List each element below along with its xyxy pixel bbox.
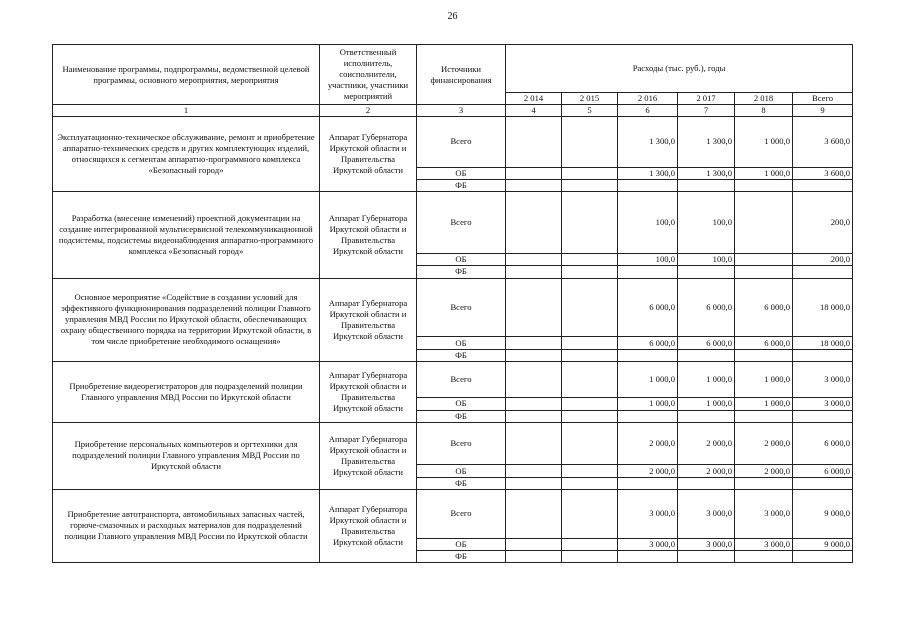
value-2018: 6 000,0 — [735, 337, 793, 349]
value-2017: 1 300,0 — [678, 117, 735, 168]
value-2017: 6 000,0 — [678, 278, 735, 337]
responsible-executor: Аппарат Губернатора Иркутской области и Правительства Иркутской области — [320, 117, 417, 192]
column-number: 1 — [53, 105, 320, 117]
header-year: 2 016 — [618, 93, 678, 105]
value-2015 — [562, 489, 618, 538]
value-2018: 3 000,0 — [735, 489, 793, 538]
value-2018: 1 000,0 — [735, 117, 793, 168]
value-2014 — [506, 254, 562, 266]
source-ob: ОБ — [417, 398, 506, 410]
table-row — [53, 278, 853, 337]
value-2014 — [506, 465, 562, 477]
value-2015 — [562, 398, 618, 410]
header-year: 2 015 — [562, 93, 618, 105]
value-2015 — [562, 278, 618, 337]
source-total: Всего — [417, 361, 506, 398]
value-2016: 6 000,0 — [618, 337, 678, 349]
value-total: 6 000,0 — [793, 465, 853, 477]
value-2017: 100,0 — [678, 254, 735, 266]
value-2017: 2 000,0 — [678, 465, 735, 477]
value-2015 — [562, 192, 618, 254]
header-expenses: Расходы (тыс. руб.), годы — [506, 45, 853, 93]
header-year: 2 014 — [506, 93, 562, 105]
source-fb: ФБ — [417, 410, 506, 422]
source-ob: ОБ — [417, 337, 506, 349]
value-2017: 1 000,0 — [678, 361, 735, 398]
value-total: 6 000,0 — [793, 422, 853, 465]
activity-name: Приобретение персональных компьютеров и оргтехники для подразделений полиции Главного управления МВД России по Иркутской области — [53, 422, 320, 489]
value-total: 3 600,0 — [793, 167, 853, 179]
value-2014 — [506, 538, 562, 550]
activity-name: Приобретение видеорегистраторов для подразделений полиции Главного управления МВД России по Иркутской области — [53, 361, 320, 422]
table-row — [53, 192, 853, 254]
value-total: 9 000,0 — [793, 538, 853, 550]
source-total: Всего — [417, 192, 506, 254]
value-2016: 3 000,0 — [618, 538, 678, 550]
source-fb: ФБ — [417, 349, 506, 361]
value-total: 200,0 — [793, 192, 853, 254]
value-2014 — [506, 117, 562, 168]
value-2017: 2 000,0 — [678, 422, 735, 465]
value-2015 — [562, 361, 618, 398]
activity-name: Основное мероприятие «Содействие в создании условий для эффективного функционирования подразделений полиции Главного управления МВД России по Иркутской области, обеспечивающих охрану общественного порядка на территории Иркутской области, в том числе приобретение необходимого оснащения» — [53, 278, 320, 361]
value-2016: 2 000,0 — [618, 422, 678, 465]
source-total: Всего — [417, 422, 506, 465]
activity-name: Эксплуатационно-техническое обслуживание, ремонт и приобретение аппаратно-технических средств и других комплектующих изделий, относящихся к сегментам аппаратно-программного комплекса «Безопасный город» — [53, 117, 320, 192]
source-total: Всего — [417, 117, 506, 168]
value-2016: 1 300,0 — [618, 117, 678, 168]
value-2015 — [562, 465, 618, 477]
value-2016: 2 000,0 — [618, 465, 678, 477]
value-2016: 1 000,0 — [618, 361, 678, 398]
column-number: 3 — [417, 105, 506, 117]
value-2016: 3 000,0 — [618, 489, 678, 538]
column-number: 4 — [506, 105, 562, 117]
value-2014 — [506, 361, 562, 398]
value-2018: 1 000,0 — [735, 398, 793, 410]
column-number: 6 — [618, 105, 678, 117]
value-2017: 3 000,0 — [678, 489, 735, 538]
value-2017: 1 000,0 — [678, 398, 735, 410]
value-2017: 100,0 — [678, 192, 735, 254]
source-total: Всего — [417, 278, 506, 337]
column-number: 7 — [678, 105, 735, 117]
column-number: 9 — [793, 105, 853, 117]
value-2016: 1 000,0 — [618, 398, 678, 410]
header-name: Наименование программы, подпрограммы, ведомственной целевой программы, основного мероприятия, мероприятия — [53, 45, 320, 105]
column-number: 2 — [320, 105, 417, 117]
value-2016: 100,0 — [618, 254, 678, 266]
budget-table — [52, 44, 853, 563]
responsible-executor: Аппарат Губернатора Иркутской области и Правительства Иркутской области — [320, 489, 417, 562]
source-fb: ФБ — [417, 550, 506, 562]
responsible-executor: Аппарат Губернатора Иркутской области и Правительства Иркутской области — [320, 422, 417, 489]
value-2018: 3 000,0 — [735, 538, 793, 550]
column-number: 5 — [562, 105, 618, 117]
source-fb: ФБ — [417, 477, 506, 489]
value-total: 3 000,0 — [793, 398, 853, 410]
responsible-executor: Аппарат Губернатора Иркутской области и Правительства Иркутской области — [320, 192, 417, 278]
table-row — [53, 361, 853, 398]
value-2017: 6 000,0 — [678, 337, 735, 349]
value-2014 — [506, 278, 562, 337]
source-ob: ОБ — [417, 167, 506, 179]
responsible-executor: Аппарат Губернатора Иркутской области и Правительства Иркутской области — [320, 361, 417, 422]
value-2015 — [562, 422, 618, 465]
value-2018 — [735, 192, 793, 254]
value-2017: 1 300,0 — [678, 167, 735, 179]
source-ob: ОБ — [417, 465, 506, 477]
responsible-executor: Аппарат Губернатора Иркутской области и Правительства Иркутской области — [320, 278, 417, 361]
value-total: 3 000,0 — [793, 361, 853, 398]
value-2018: 6 000,0 — [735, 278, 793, 337]
value-2015 — [562, 538, 618, 550]
source-fb: ФБ — [417, 266, 506, 278]
table-row — [53, 117, 853, 168]
table-row — [53, 422, 853, 465]
activity-name: Приобретение автотранспорта, автомобильных запасных частей, горюче-смазочных и расходных материалов для подразделений полиции Главного управления МВД России по Иркутской области — [53, 489, 320, 562]
activity-name: Разработка (внесение изменений) проектной документации на создание интегрированной мультисервисной телекоммуникационной подсистемы, подсистемы видеонаблюдения аппаратно-программного комплекса «Безопасный город» — [53, 192, 320, 278]
value-2016: 100,0 — [618, 192, 678, 254]
value-2017: 3 000,0 — [678, 538, 735, 550]
value-total: 9 000,0 — [793, 489, 853, 538]
value-2016: 6 000,0 — [618, 278, 678, 337]
value-2015 — [562, 254, 618, 266]
value-2018: 2 000,0 — [735, 422, 793, 465]
column-number: 8 — [735, 105, 793, 117]
page-number: 26 — [447, 11, 458, 22]
value-2018: 1 000,0 — [735, 167, 793, 179]
header-year: 2 018 — [735, 93, 793, 105]
value-2018 — [735, 254, 793, 266]
value-2014 — [506, 422, 562, 465]
value-total: 200,0 — [793, 254, 853, 266]
header-year: 2 017 — [678, 93, 735, 105]
value-2015 — [562, 337, 618, 349]
value-2016: 1 300,0 — [618, 167, 678, 179]
value-2018: 1 000,0 — [735, 361, 793, 398]
table-row — [53, 489, 853, 538]
value-2015 — [562, 167, 618, 179]
value-2014 — [506, 489, 562, 538]
header-responsible: Ответственный исполнитель, соисполнители, участники, участники мероприятий — [320, 45, 417, 105]
value-total: 18 000,0 — [793, 337, 853, 349]
value-2018: 2 000,0 — [735, 465, 793, 477]
source-ob: ОБ — [417, 254, 506, 266]
source-total: Всего — [417, 489, 506, 538]
value-total: 3 600,0 — [793, 117, 853, 168]
value-2014 — [506, 398, 562, 410]
value-2014 — [506, 337, 562, 349]
value-2014 — [506, 192, 562, 254]
value-2014 — [506, 167, 562, 179]
source-fb: ФБ — [417, 179, 506, 191]
source-ob: ОБ — [417, 538, 506, 550]
header-source: Источники финансирования — [417, 45, 506, 105]
value-total: 18 000,0 — [793, 278, 853, 337]
header-total: Всего — [793, 93, 853, 105]
value-2015 — [562, 117, 618, 168]
